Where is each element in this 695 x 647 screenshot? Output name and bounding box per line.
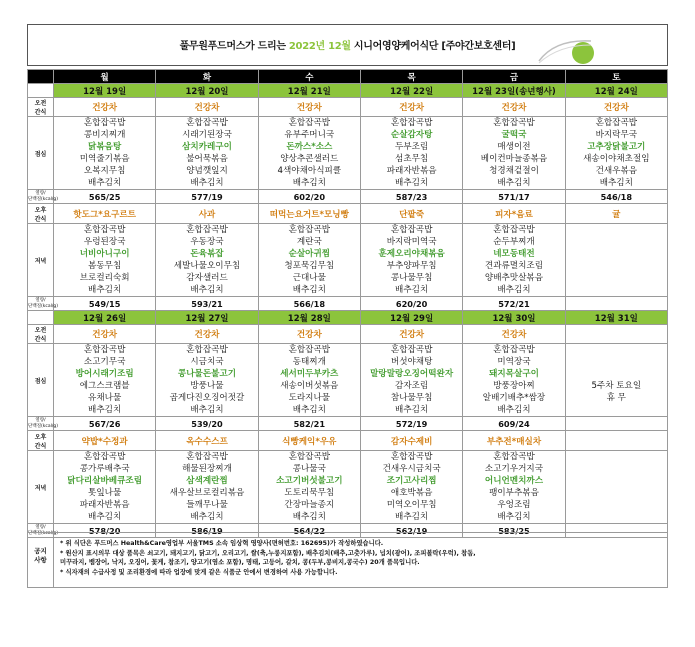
morning-snack-value: 건강차 [54,98,156,117]
menu-item: 베이컨마늘종볶음 [480,154,548,164]
lunch-calorie-value: 602/20 [258,190,360,204]
lunch-label: 점심 [28,344,54,417]
afternoon-snack-row [28,204,668,224]
menu-item: 배추김치 [190,178,224,188]
date-cell: 12월 28일 [258,311,360,325]
lunch-cell [54,344,156,417]
dinner-row [28,224,668,297]
menu-item: 곱게다진오징어젓갈 [169,393,245,403]
dinner-calorie-label: 열량/ 단백질(kcal/g) [28,524,59,536]
menu-item: 오복지무침 [83,166,126,176]
menu-item: 4색야채아식피클 [277,166,342,176]
dinner-label: 저녁 [28,451,54,524]
empty-line [566,499,667,511]
lunch-calorie-value: 582/21 [258,417,360,431]
menu-item: 톳잎나물 [88,488,122,498]
menu-item: 브로컬리숙회 [79,273,130,283]
morning-snack-value: 건강차 [156,98,258,117]
menu-item: 휴 무 [606,393,626,403]
menu-item: 배추김치 [497,405,531,415]
main-dish: 어니언멘치까스 [484,476,544,486]
menu-item: 견과류멸치조림 [484,261,544,271]
main-dish: 세서미두부카츠 [280,369,339,379]
main-dish: 삼치카레구이 [182,142,232,152]
menu-item: 혼합잡곡밥 [83,345,126,355]
main-dish: 닭볶음탕 [88,142,122,152]
afternoon-snack-label: 오후 간식 [28,204,54,224]
date-label [28,311,54,325]
menu-item: 혼합잡곡밥 [493,452,535,462]
menu-item: 두부조림 [395,142,429,152]
dinner-calorie-value: 593/21 [156,297,258,311]
dinner-calorie-value: 562/19 [360,524,462,538]
menu-item: 파래자반볶음 [386,166,437,176]
menu-item: 혼합잡곡밥 [390,118,433,128]
afternoon-snack-value: 떠먹는요거트*모닝빵 [258,204,360,224]
morning-snack-value: 건강차 [463,98,565,117]
menu-item: 배추김치 [395,405,429,415]
menu-item: 배추김치 [395,178,429,188]
main-dish: 순살감자탕 [390,130,433,140]
empty-line [566,487,667,499]
date-cell: 12월 20일 [156,84,258,98]
menu-item: 배추김치 [190,512,224,522]
dinner-cell [54,451,156,524]
main-dish: 닭다리살바베큐조림 [67,476,143,486]
dinner-calorie-value: 566/18 [258,297,360,311]
afternoon-snack-value: 식빵케익*우유 [258,431,360,451]
empty-line [566,475,667,487]
date-cell: 12월 31일 [565,311,667,325]
empty-line [566,236,667,248]
morning-snack-label: 오전 간식 [28,98,54,117]
menu-item: 들깨무나물 [186,500,228,510]
dinner-calorie-value [565,297,667,311]
menu-item: 간장마늘종지 [284,500,335,510]
main-dish: 너비아니구이 [79,249,130,259]
weekly-menu-table [27,69,668,538]
menu-item: 방풍나물 [190,381,224,391]
empty-line [566,463,667,475]
notice-line: * 원산지 표시의무 대상 품목은 쇠고기, 돼지고기, 닭고기, 오리고기, 쌀(축,누룽지포함), 배추김치(배추,고춧가루), 넙치(광어), 조피볼락(우럭), 참돔, [60,549,476,557]
menu-item: 혼합잡곡밥 [493,225,535,235]
dinner-cell [565,451,667,524]
lunch-calorie-row [28,190,668,204]
menu-item: 유채나물 [88,393,122,403]
empty-line [566,451,667,463]
afternoon-snack-value: 피자*음료 [463,204,565,224]
page-title: 풀무원푸드머스가 드리는 2022년 12월 시니어영양케어식단 [주야간보호센터] [179,41,516,52]
menu-item: 혼합잡곡밥 [83,225,126,235]
main-dish: 네모동태전 [493,249,535,259]
notice-section [27,532,668,588]
menu-item: 배추김치 [190,405,224,415]
menu-item: 불어묵볶음 [186,154,228,164]
date-label [28,84,54,98]
menu-item: 파래자반볶음 [79,500,130,510]
date-cell: 12월 22일 [360,84,462,98]
menu-item: 혼합잡곡밥 [83,452,126,462]
dinner-calorie-label: 열량/ 단백질(kcal/g) [28,297,59,309]
menu-item: 매생이전 [497,142,531,152]
dinner-calorie-value: 620/20 [360,297,462,311]
morning-snack-value: 건강차 [565,98,667,117]
morning-snack-value: 건강차 [360,325,462,344]
lunch-calorie-value [565,417,667,431]
afternoon-snack-value: 감자수제비 [360,431,462,451]
menu-item: 양배추맛살볶음 [484,273,544,283]
weekday-header: 토 [565,70,667,84]
corner-cell [28,70,54,84]
menu-item: 배추김치 [395,285,429,295]
menu-item: 혼합잡곡밥 [595,118,638,128]
menu-item: 참나물무침 [390,393,433,403]
lunch-cell [258,344,360,417]
menu-item: 혼합잡곡밥 [186,345,228,355]
menu-item: 바지락무국 [595,130,638,140]
empty-line [566,224,667,236]
afternoon-snack-value [565,431,667,451]
menu-item: 봄동무침 [88,261,122,271]
menu-item: 양념깻잎지 [186,166,228,176]
menu-item: 부추양파무침 [386,261,437,271]
menu-item: 애호박볶음 [390,488,433,498]
date-row [28,311,668,325]
menu-item: 혼합잡곡밥 [186,225,228,235]
main-dish: 굴떡국 [501,130,527,140]
menu-item: 콩나물국 [292,464,326,474]
menu-item: 배추김치 [395,512,429,522]
main-dish: 방어시래기조림 [75,369,134,379]
morning-snack-value [565,325,667,344]
dinner-calorie-value: 578/20 [54,524,156,538]
menu-item: 시금치국 [190,357,224,367]
lunch-calorie-value: 567/26 [54,417,156,431]
main-dish: 삼색계란찜 [186,476,228,486]
menu-item: 순두부찌개 [493,237,535,247]
date-cell: 12월 27일 [156,311,258,325]
menu-item: 배추김치 [88,512,122,522]
dinner-calorie-value: 586/19 [156,524,258,538]
date-row [28,84,668,98]
menu-item: 혼합잡곡밥 [288,118,331,128]
menu-item: 소고기무국 [83,357,126,367]
lunch-calorie-label: 열량/ 단백질(kcal/g) [28,417,59,429]
notice-label: 공지 사항 [28,533,54,587]
lunch-cell [54,117,156,190]
weekday-header: 화 [156,70,258,84]
menu-item: 건새우볶음 [595,166,638,176]
menu-item: 혼합잡곡밥 [186,452,228,462]
lunch-calorie-value: 577/19 [156,190,258,204]
lunch-cell [565,117,667,190]
lunch-cell [463,344,565,417]
menu-item: 배추김치 [292,405,326,415]
dinner-calorie-value: 572/21 [463,297,565,311]
morning-snack-value: 건강차 [360,98,462,117]
menu-item: 해물된장찌개 [182,464,232,474]
empty-line [566,284,667,296]
date-cell: 12월 24일 [565,84,667,98]
menu-item: 우렁된장국 [83,237,126,247]
menu-item: 미역오이무침 [386,500,437,510]
menu-item: 배추김치 [497,285,531,295]
afternoon-snack-value: 약밥*수정과 [54,431,156,451]
date-cell: 12월 19일 [54,84,156,98]
empty-line [566,260,667,272]
menu-item: 혼합잡곡밥 [493,118,535,128]
morning-snack-value: 건강차 [258,325,360,344]
menu-item: 혼합잡곡밥 [288,345,331,355]
menu-item: 새송이버섯볶음 [280,381,339,391]
menu-item: 방풍장아찌 [493,381,535,391]
afternoon-snack-value: 귤 [565,204,667,224]
menu-item: 우엉조림 [497,500,531,510]
lunch-calorie-row [28,417,668,431]
date-cell: 12월 30일 [463,311,565,325]
lunch-calorie-value: 571/17 [463,190,565,204]
weekday-header-row [28,70,668,84]
menu-item: 배추김치 [497,512,531,522]
menu-item: 콩비지찌개 [83,130,126,140]
lunch-cell [565,344,667,417]
menu-item: 소고기우거지국 [484,464,544,474]
afternoon-snack-value: 핫도그*요구르트 [54,204,156,224]
menu-item: 배추김치 [292,178,326,188]
empty-line [566,272,667,284]
menu-item: 시래기된장국 [182,130,232,140]
dinner-cell [463,224,565,297]
dinner-label: 저녁 [28,224,54,297]
date-cell: 12월 23일(송년행사) [463,84,565,98]
lunch-calorie-value: 546/18 [565,190,667,204]
dinner-cell [258,224,360,297]
menu-item: 배추김치 [88,405,122,415]
afternoon-snack-value: 사과 [156,204,258,224]
menu-item: 배추김치 [292,512,326,522]
menu-item: 배추김치 [190,285,224,295]
menu-item: 새우살브로컬리볶음 [169,488,245,498]
main-dish: 고추장닭불고기 [587,142,646,152]
menu-item: 혼합잡곡밥 [493,345,535,355]
menu-item: 에그스크램블 [79,381,130,391]
menu-item: 도라지나물 [288,393,331,403]
main-dish: 돈육볶잡 [190,249,224,259]
dinner-cell [258,451,360,524]
empty-line [566,248,667,260]
lunch-calorie-label: 열량/ 단백질(kcal/g) [28,190,59,202]
weekday-header: 금 [463,70,565,84]
lunch-calorie-value: 565/25 [54,190,156,204]
menu-item: 양상추콘샐러드 [280,154,339,164]
morning-snack-value: 건강차 [156,325,258,344]
lunch-cell [156,344,258,417]
dinner-calorie-value: 549/15 [54,297,156,311]
dinner-cell [156,224,258,297]
menu-item: 배추김치 [292,285,326,295]
menu-item: 팽이부추볶음 [489,488,539,498]
weekday-header: 수 [258,70,360,84]
lunch-cell [258,117,360,190]
date-cell: 12월 26일 [54,311,156,325]
menu-item: 근대나물 [292,273,326,283]
menu-item: 섬초무침 [395,154,429,164]
lunch-calorie-value: 587/23 [360,190,462,204]
main-dish: 훈제오리야채볶음 [378,249,445,259]
dinner-cell [156,451,258,524]
afternoon-snack-value: 단팥죽 [360,204,462,224]
menu-item: 세발나물오이무침 [173,261,241,271]
dinner-row [28,451,668,524]
dinner-cell [360,224,462,297]
notice-line: * 식자재의 수급사정 및 조리환경에 따라 업장에 맞게 같은 식품군 안에서 변경하여 사용 가능합니다. [60,568,338,576]
menu-header [27,24,668,66]
menu-item: 혼합잡곡밥 [83,118,126,128]
menu-item: 혼합잡곡밥 [390,345,433,355]
lunch-cell [360,344,462,417]
lunch-label: 점심 [28,117,54,190]
lunch-cell [156,117,258,190]
menu-item: 혼합잡곡밥 [390,452,433,462]
dinner-cell [463,451,565,524]
afternoon-snack-label: 오후 간식 [28,431,54,451]
main-dish: 말랑말랑오징어떡완자 [370,369,454,379]
dinner-calorie-row [28,297,668,311]
main-dish: 순살아귀찜 [288,249,331,259]
menu-item: 동태찌개 [292,357,326,367]
dinner-calorie-value: 564/22 [258,524,360,538]
menu-item: 미역장국 [497,357,531,367]
menu-item: 콩나물무침 [390,273,433,283]
menu-item: 유부주머니국 [284,130,335,140]
menu-item: 건새우시금치국 [382,464,441,474]
menu-item: 바지락미역국 [386,237,437,247]
menu-item: 혼합잡곡밥 [288,452,331,462]
morning-snack-value: 건강차 [54,325,156,344]
main-dish: 돼지목살구이 [489,369,539,379]
morning-snack-value: 건강차 [258,98,360,117]
menu-item: 콩가루배추국 [79,464,130,474]
afternoon-snack-row [28,431,668,451]
menu-item: 도토리묵무침 [284,488,335,498]
lunch-calorie-value: 572/19 [360,417,462,431]
lunch-row [28,117,668,190]
date-cell: 12월 21일 [258,84,360,98]
dinner-cell [360,451,462,524]
menu-item: 버섯야채탕 [390,357,433,367]
empty-line [566,511,667,523]
menu-item: 배추김치 [497,178,531,188]
brand-logo-graphic [535,31,595,65]
main-dish: 돈까스*소스 [286,142,333,152]
menu-item: 알배기배추*쌈장 [482,393,546,403]
menu-item: 새송이야채초절임 [583,154,650,164]
dinner-cell [54,224,156,297]
main-dish: 소고기버섯불고기 [276,476,343,486]
lunch-calorie-value: 609/24 [463,417,565,431]
lunch-row [28,344,668,417]
morning-snack-row [28,98,668,117]
menu-item: 혼합잡곡밥 [288,225,331,235]
lunch-cell [463,117,565,190]
dinner-cell [565,224,667,297]
menu-item: 청포묵김무침 [284,261,335,271]
date-cell: 12월 29일 [360,311,462,325]
menu-item: 계란국 [296,237,322,247]
notice-line: 미꾸라지, 뱀장어, 낙지, 오징어, 꽃게, 참조기, 양고기(염소 포함), 명태, 고등어, 갈치, 콩(두부,콩비지,콩국수) 20개 품목입니다. [60,559,420,566]
morning-snack-value: 건강차 [463,325,565,344]
weekday-header: 월 [54,70,156,84]
menu-item: 배추김치 [88,285,122,295]
menu-item: 배추김치 [599,178,633,188]
lunch-calorie-value: 539/20 [156,417,258,431]
menu-item: 혼합잡곡밥 [186,118,228,128]
menu-item: 혼합잡곡밥 [390,225,433,235]
notice-line: * 위 식단은 푸드머스 Health&Care영업부 서울TMS 소속 임상혁 영양사(면허번호: 162695)가 작성하였습니다. [60,540,384,547]
main-dish: 콩나물돈불고기 [177,369,237,379]
menu-item: 5주차 토요일 [591,381,642,391]
afternoon-snack-value: 옥수수스프 [156,431,258,451]
menu-item: 배추김치 [88,178,122,188]
main-dish: 조기고사리찜 [386,476,437,486]
morning-snack-label: 오전 간식 [28,325,54,344]
notice-lines [60,539,663,577]
menu-item: 감자조림 [395,381,429,391]
menu-item: 우동장국 [190,237,224,247]
menu-item: 청경채겉절이 [489,166,539,176]
menu-item: 감자샐러드 [186,273,228,283]
weekday-header: 목 [360,70,462,84]
dinner-calorie-value: 583/25 [463,524,565,538]
menu-item: 미역줄기볶음 [79,154,130,164]
afternoon-snack-value: 부추전*매실차 [463,431,565,451]
morning-snack-row [28,325,668,344]
lunch-cell [360,117,462,190]
